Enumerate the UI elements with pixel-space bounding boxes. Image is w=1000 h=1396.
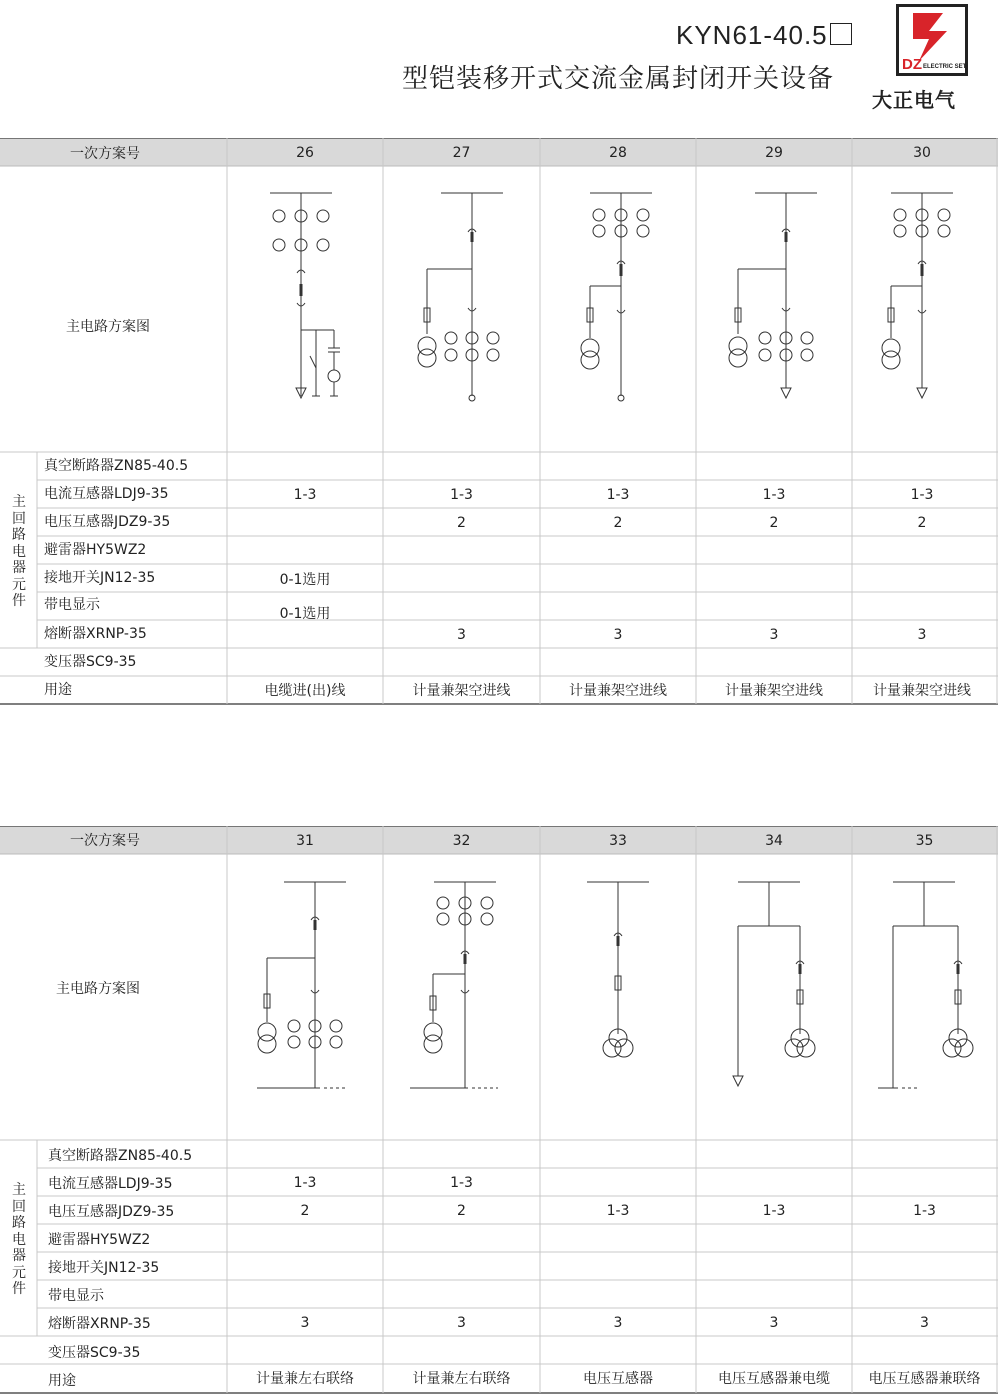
row-label-breaker: 真空断路器ZN85-40.5 [48, 1148, 193, 1164]
components-group-label: 主回路电器元件 [12, 494, 26, 609]
fuse-value: 3 [769, 627, 779, 643]
scheme-no: 28 [609, 145, 627, 161]
ct-value: 1-3 [762, 487, 786, 503]
logo-sub-text: ELECTRIC SET [923, 64, 965, 70]
scheme-no: 31 [296, 833, 314, 849]
logo-dz-text: DZ [902, 56, 922, 73]
model-suffix-box [830, 23, 852, 45]
usage-value: 计量兼左右联络 [412, 1371, 511, 1387]
ct-value: 1-3 [450, 487, 473, 503]
circuit-diagram-34 [733, 882, 815, 1086]
fuse-value: 3 [613, 627, 623, 643]
circuit-diagrams-1 [0, 138, 1000, 458]
row-label-pt: 电压互感器JDZ9-35 [48, 1204, 175, 1220]
scheme-no-label: 一次方案号 [70, 146, 140, 162]
scheme-no: 30 [913, 145, 931, 161]
pt-value: 2 [300, 1203, 310, 1219]
scheme-no: 29 [765, 145, 783, 161]
row-label-fuse: 熔断器XRNP-35 [44, 626, 147, 642]
row-label-fuse: 熔断器XRNP-35 [48, 1316, 151, 1332]
pt-value: 2 [613, 515, 623, 531]
indicator-lamp-icon [328, 370, 340, 382]
row-label-transformer: 变压器SC9-35 [44, 654, 137, 670]
scheme-no: 26 [296, 145, 314, 161]
usage-value: 电压互感器兼电缆 [718, 1371, 830, 1387]
row-label-earth: 接地开关JN12-35 [48, 1260, 160, 1276]
pt-value: 2 [917, 515, 927, 531]
circuit-diagram-32 [410, 882, 498, 1088]
circuit-diagram-27 [418, 193, 503, 401]
diagram-label: 主电路方案图 [66, 319, 150, 335]
ct-value: 1-3 [910, 487, 934, 503]
row-label-indicator: 带电显示 [48, 1288, 104, 1304]
fuse-value: 3 [920, 1315, 929, 1331]
fuse-value: 3 [613, 1315, 623, 1331]
ct-value: 1-3 [450, 1175, 473, 1191]
voltage-transformer-icon [418, 337, 436, 355]
scheme-table-2 [0, 826, 1000, 1396]
pt-value: 2 [457, 1203, 466, 1219]
pt-value: 2 [769, 515, 779, 531]
indicator-value: 0-1选用 [279, 606, 331, 622]
circuit-diagrams-2 [0, 826, 1000, 1146]
row-label-arrester: 避雷器HY5WZ2 [48, 1232, 151, 1248]
row-label-indicator: 带电显示 [44, 597, 100, 613]
circuit-diagram-30 [882, 193, 953, 398]
ct-value: 1-3 [293, 487, 317, 503]
usage-value: 电压互感器兼联络 [868, 1371, 981, 1387]
fuse-value: 3 [300, 1315, 310, 1331]
usage-value: 计量兼架空进线 [725, 683, 823, 699]
company-logo [896, 4, 968, 76]
pt-value: 2 [457, 515, 466, 531]
company-name: 大正电气 [872, 88, 956, 112]
usage-value: 计量兼架空进线 [873, 683, 971, 699]
scheme-no: 34 [765, 833, 783, 849]
row-label-ct: 电流互感器LDJ9-35 [44, 486, 169, 502]
scheme-no: 33 [609, 833, 627, 849]
components-group-label: 主回路电器元件 [12, 1182, 26, 1297]
usage-value: 电缆进(出)线 [264, 683, 346, 699]
row-label-breaker: 真空断路器ZN85-40.5 [44, 458, 189, 474]
usage-value: 电压互感器 [583, 1371, 653, 1387]
pt-value: 1-3 [913, 1203, 936, 1219]
row-label-pt: 电压互感器JDZ9-35 [44, 514, 171, 530]
scheme-table-1 [0, 138, 1000, 708]
model-title: KYN61-40.5 [676, 20, 852, 51]
circuit-diagram-28 [581, 193, 652, 401]
fuse-value: 3 [457, 1315, 466, 1331]
circuit-diagram-35 [878, 882, 973, 1088]
earth-switch-value: 0-1选用 [279, 572, 331, 588]
circuit-diagram-33 [587, 882, 649, 1057]
scheme-no: 35 [915, 833, 934, 849]
pt-value: 1-3 [762, 1203, 786, 1219]
row-label-arrester: 避雷器HY5WZ2 [44, 542, 147, 558]
circuit-diagram-31 [257, 882, 348, 1088]
scheme-no: 27 [452, 145, 471, 161]
ct-value: 1-3 [606, 487, 630, 503]
fuse-value: 3 [457, 627, 466, 643]
pt-value: 1-3 [606, 1203, 630, 1219]
circuit-diagram-29 [729, 193, 817, 398]
usage-value: 计量兼架空进线 [412, 683, 511, 699]
scheme-no: 32 [452, 833, 471, 849]
fuse-value: 3 [917, 627, 927, 643]
usage-value: 计量兼架空进线 [569, 683, 667, 699]
fuse-value: 3 [769, 1315, 779, 1331]
row-label-usage: 用途 [44, 682, 72, 698]
usage-value: 计量兼左右联络 [256, 1371, 354, 1387]
row-label-transformer: 变压器SC9-35 [48, 1345, 141, 1361]
row-label-earth: 接地开关JN12-35 [44, 570, 156, 586]
row-label-ct: 电流互感器LDJ9-35 [48, 1176, 173, 1192]
ct-value: 1-3 [293, 1175, 317, 1191]
page-title: 型铠装移开式交流金属封闭开关设备 [402, 64, 835, 94]
row-label-usage: 用途 [48, 1373, 76, 1389]
scheme-no-label: 一次方案号 [70, 833, 140, 849]
lightning-logo-icon [899, 7, 965, 73]
diagram-label: 主电路方案图 [56, 981, 140, 997]
earth-switch-icon [310, 356, 316, 368]
circuit-diagram-26 [270, 193, 340, 398]
